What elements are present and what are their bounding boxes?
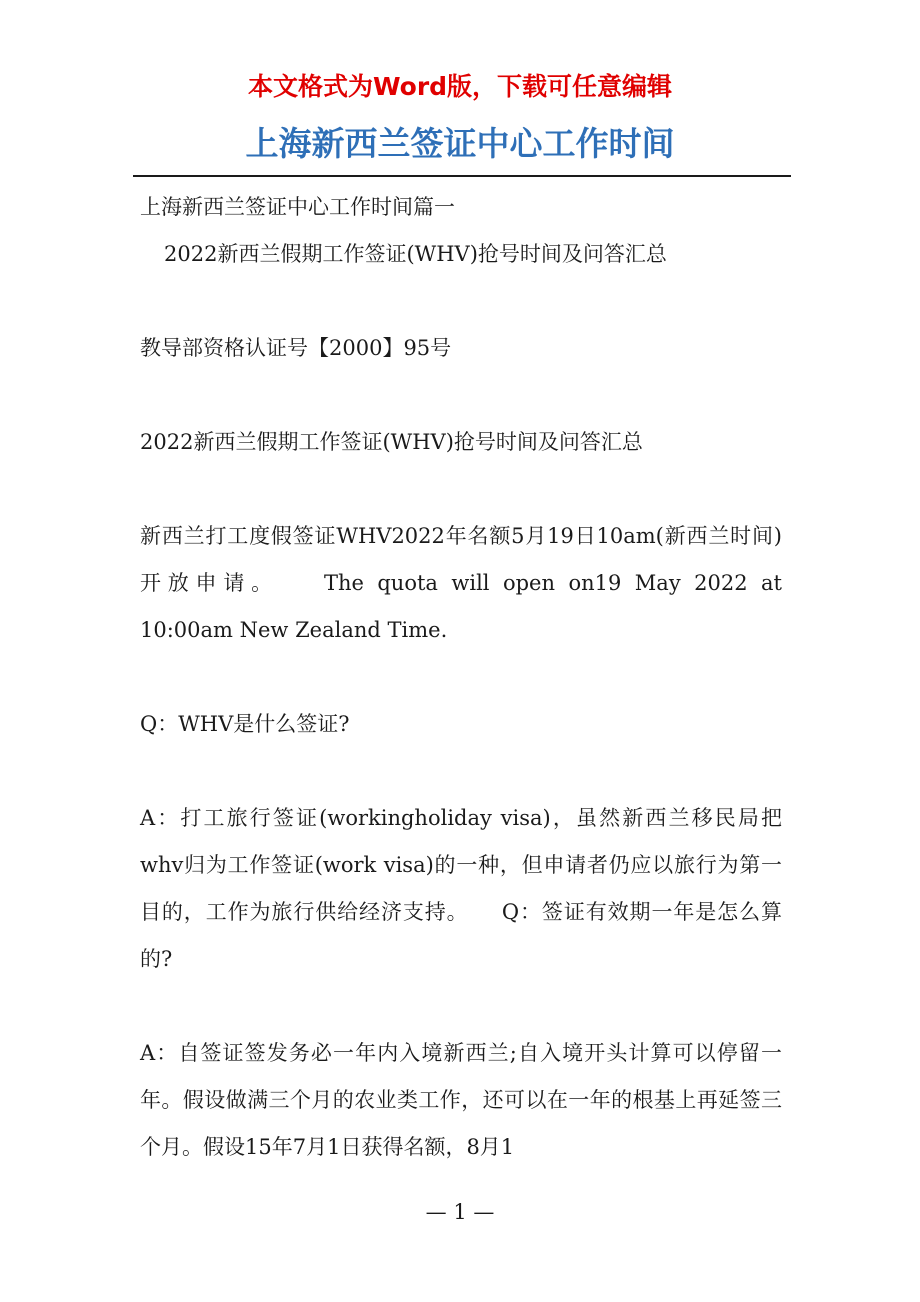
answer-2: A：自签证签发务必一年内入境新西兰;自入境开头计算可以停留一年。假设做满三个月的农业类工作，还可以在一年的根基上再延签三个月。假设15年7月1日获得名额，8月1: [140, 1041, 782, 1159]
repeated-title: 2022新西兰假期工作签证(WHV)抢号时间及问答汇总: [140, 430, 643, 454]
document-subtitle: 2022新西兰假期工作签证(WHV)抢号时间及问答汇总: [164, 242, 667, 266]
page-number: — 1 —: [425, 1200, 495, 1224]
document-title: 上海新西兰签证中心工作时间: [245, 124, 675, 163]
certificate-line: 教导部资格认证号【2000】95号: [140, 336, 452, 360]
format-notice: 本文格式为Word版，下载可任意编辑: [247, 72, 673, 101]
question-1: Q：WHV是什么签证?: [140, 712, 350, 736]
announcement-paragraph: 新西兰打工度假签证WHV2022年名额5月19日10am(新西兰时间)开放申请。 The quota will open on19 May 2022 at 10:00am New Zealand Time.: [140, 524, 782, 642]
answer-1: A：打工旅行签证(workingholiday visa)，虽然新西兰移民局把whv归为工作签证(work visa)的一种，但申请者仍应以旅行为第一目的，工作为旅行供给经济支持。 Q：签证有效期一年是怎么算的?: [140, 806, 782, 971]
document-body: [140, 184, 782, 1171]
section-heading: 上海新西兰签证中心工作时间篇一: [140, 195, 455, 219]
title-divider: [133, 175, 791, 177]
